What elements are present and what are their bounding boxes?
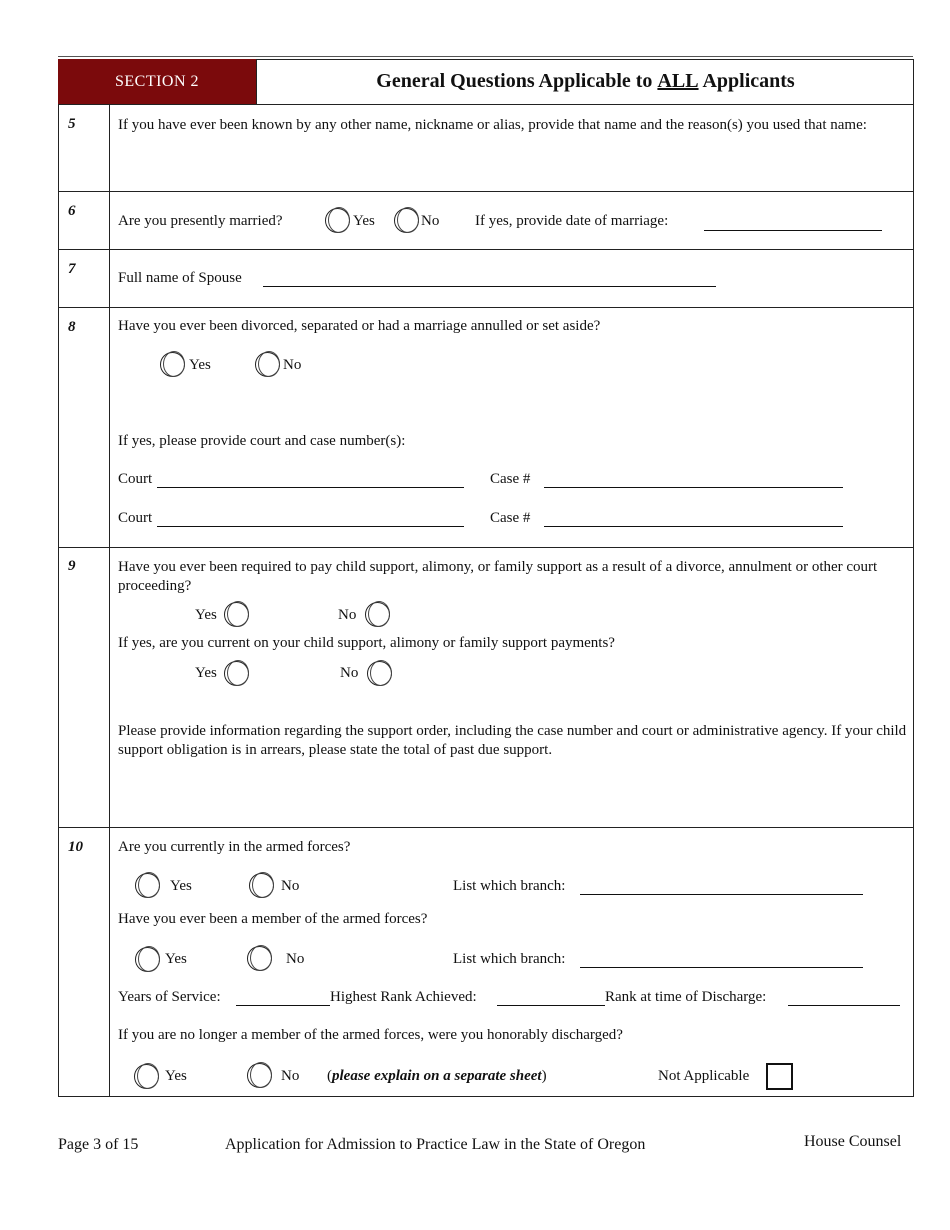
question-number-9: 9	[68, 558, 76, 574]
q6-no-label: No	[421, 213, 440, 229]
row-divider	[58, 249, 914, 250]
section-label: SECTION 2	[58, 59, 256, 104]
question-number-10: 10	[68, 839, 83, 855]
question-number-7: 7	[68, 261, 76, 277]
q10-current-question: Are you currently in the armed forces?	[118, 839, 351, 855]
row-divider	[58, 104, 914, 105]
q10-years-field[interactable]	[236, 1005, 330, 1006]
q9-info: Please provide information regarding the support order, including the case number and court or administrative agency. If your child support obligation is in arrears, please state the total of past due support.	[118, 723, 907, 758]
q6-marriage-date-field[interactable]	[704, 230, 882, 231]
q9-current-no-label: No	[340, 665, 359, 681]
q10-explain-text: please explain on a separate sheet	[332, 1068, 542, 1084]
q8-no-label: No	[283, 357, 302, 373]
q10-current-branch-label: List which branch:	[453, 878, 566, 894]
q6-no-radio[interactable]	[394, 208, 419, 233]
number-column-divider	[109, 104, 110, 1096]
q10-honorable-question: If you are no longer a member of the armed forces, were you honorably discharged?	[118, 1027, 623, 1043]
q6-yes-label: Yes	[353, 213, 375, 229]
q10-current-yes-label: Yes	[170, 878, 192, 894]
q10-explain-note	[327, 1068, 547, 1085]
footer-page-number: Page 3 of 15	[58, 1136, 139, 1153]
q8-court-label-2: Court	[118, 510, 153, 526]
row-divider	[58, 827, 914, 828]
q9-current-yes-radio[interactable]	[224, 661, 249, 686]
q9-current-no-radio[interactable]	[367, 661, 392, 686]
q8-yes-radio[interactable]	[160, 352, 185, 377]
q10-discharge-rank-field[interactable]	[788, 1005, 900, 1006]
q8-followup: If yes, please provide court and case number(s):	[118, 433, 406, 449]
q8-case-label-1: Case #	[490, 471, 531, 487]
question-number-5: 5	[68, 116, 76, 132]
q8-court-label-1: Court	[118, 471, 153, 487]
q10-ever-yes-radio[interactable]	[135, 947, 160, 972]
q10-paren-close: )	[541, 1068, 547, 1084]
q6-question: Are you presently married?	[118, 213, 283, 229]
q10-years-label: Years of Service:	[118, 989, 221, 1005]
q8-court-field-2[interactable]	[157, 526, 464, 527]
q9-current-yes-label: Yes	[195, 665, 217, 681]
q9-question: Have you ever been required to pay child support, alimony, or family support as a result of a divorce, annulment or other court proceeding?	[118, 559, 878, 594]
q10-honorable-no-label: No	[281, 1068, 300, 1084]
q10-rank-label: Highest Rank Achieved:	[330, 989, 477, 1005]
row-divider	[58, 307, 914, 308]
row-divider	[58, 191, 914, 192]
q8-case-label-2: Case #	[490, 510, 531, 526]
q10-paren-open: (	[327, 1068, 332, 1084]
q9-no-radio[interactable]	[365, 602, 390, 627]
q10-current-no-label: No	[281, 878, 300, 894]
q10-rank-field[interactable]	[497, 1005, 605, 1006]
footer-title: Application for Admission to Practice Law in the State of Oregon	[225, 1136, 646, 1153]
q10-ever-question: Have you ever been a member of the armed forces?	[118, 911, 428, 927]
q10-honorable-no-radio[interactable]	[247, 1063, 272, 1088]
q10-ever-branch-field[interactable]	[580, 967, 863, 968]
q9-yes-radio[interactable]	[224, 602, 249, 627]
q10-ever-no-label: No	[286, 951, 305, 967]
question-number-8: 8	[68, 319, 76, 335]
footer-category: House Counsel	[804, 1133, 902, 1150]
q10-current-yes-radio[interactable]	[135, 873, 160, 898]
q8-yes-label: Yes	[189, 357, 211, 373]
top-rule	[58, 56, 913, 57]
q10-ever-yes-label: Yes	[165, 951, 187, 967]
q10-honorable-yes-radio[interactable]	[134, 1064, 159, 1089]
q10-current-branch-field[interactable]	[580, 894, 863, 895]
section-title	[256, 59, 914, 104]
q5-text: If you have ever been known by any other name, nickname or alias, provide that name and the reason(s) you used that name:	[118, 117, 867, 133]
q7-label: Full name of Spouse	[118, 270, 242, 286]
q10-not-applicable-checkbox[interactable]	[766, 1063, 793, 1090]
q10-ever-branch-label: List which branch:	[453, 951, 566, 967]
q10-discharge-rank-label: Rank at time of Discharge:	[605, 989, 767, 1005]
q7-spouse-name-field[interactable]	[263, 286, 716, 287]
q6-yes-radio[interactable]	[325, 208, 350, 233]
q8-case-field-1[interactable]	[544, 487, 843, 488]
q6-date-label: If yes, provide date of marriage:	[475, 213, 669, 229]
q10-ever-no-radio[interactable]	[247, 946, 272, 971]
section-title-post: Applicants	[698, 70, 795, 92]
section-title-pre: General Questions Applicable to	[376, 70, 658, 92]
q10-honorable-yes-label: Yes	[165, 1068, 187, 1084]
section-title-all: ALL	[657, 70, 699, 92]
q8-court-field-1[interactable]	[157, 487, 464, 488]
q9-yes-label: Yes	[195, 607, 217, 623]
q10-current-no-radio[interactable]	[249, 873, 274, 898]
question-number-6: 6	[68, 203, 76, 219]
q9-no-label: No	[338, 607, 357, 623]
q8-no-radio[interactable]	[255, 352, 280, 377]
q9-current-question: If yes, are you current on your child support, alimony or family support payments?	[118, 635, 615, 651]
row-divider	[58, 547, 914, 548]
q8-question: Have you ever been divorced, separated or had a marriage annulled or set aside?	[118, 318, 601, 334]
q8-case-field-2[interactable]	[544, 526, 843, 527]
q10-not-applicable-label: Not Applicable	[658, 1068, 750, 1084]
